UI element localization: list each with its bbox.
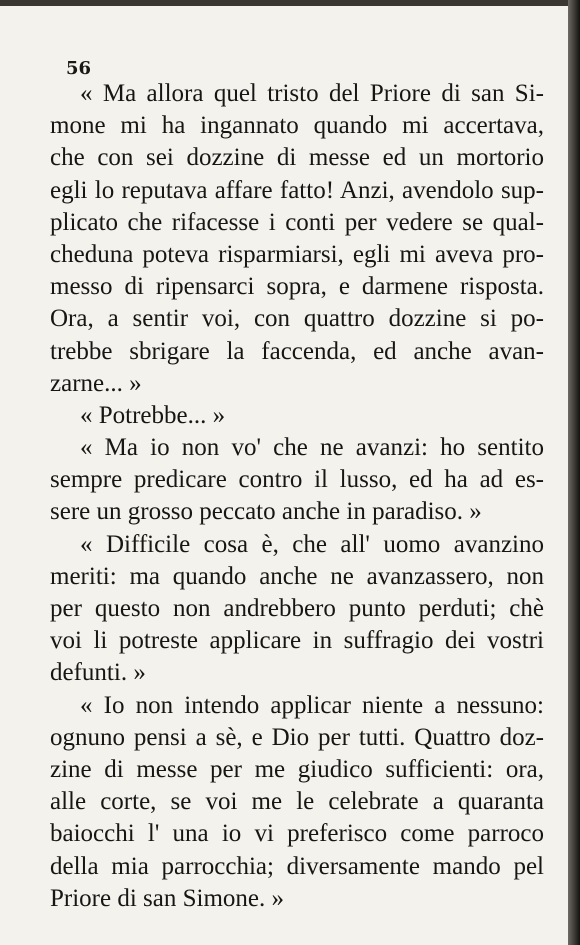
text-line: che con sei dozzine di messe ed un mortorio (50, 144, 544, 172)
text-line: voi li potreste applicare in suffragio dei vostri (50, 627, 544, 655)
text-line: cheduna poteva risparmiarsi, egli mi aveva pro- (50, 240, 544, 268)
text-line: della mia parrocchia; diversamente mando pel (50, 852, 544, 880)
text-line: « Ma allora quel tristo del Priore di san Si- (80, 80, 544, 107)
text-line: zine di messe per me giudico sufficienti: ora, (50, 755, 544, 783)
text-line: ognuno pensi a sè, e Dio per tutti. Quattro doz- (50, 723, 544, 751)
text-line: Priore di san Simone. » (50, 884, 285, 912)
text-line: meriti: ma quando anche ne avanzassero, non (50, 562, 544, 590)
text-line: plicato che rifacesse i conti per vedere se qual- (50, 208, 544, 236)
text-line: sempre predicare contro il lusso, ed ha ad es- (50, 466, 544, 494)
text-line: alle corte, se voi me le celebrate a quaranta (50, 788, 544, 816)
page-edge (568, 0, 580, 945)
text-line: per questo non andrebbero punto perduti; chè (50, 595, 544, 622)
text-line: « Io non intendo applicar niente a nessuno: (80, 691, 544, 719)
text-line: trebbe sbrigare la faccenda, ed anche avan- (50, 337, 544, 365)
text-line: messo di ripensarci sopra, e darmene risposta. (50, 273, 544, 301)
text-line: zarne... » (50, 369, 142, 397)
text-line: sere un grosso peccato anche in paradiso. » (50, 498, 482, 526)
text-line: « Ma io non vo' che ne avanzi: ho sentito (80, 434, 544, 462)
text-line: defunti. » (50, 659, 146, 687)
text-line: egli lo reputava affare fatto! Anzi, avendolo sup- (50, 176, 544, 204)
text-line: Ora, a sentir voi, con quattro dozzine si po- (50, 305, 544, 333)
text-line: « Potrebbe... » (80, 401, 226, 429)
page-number: 56 (66, 58, 92, 79)
text-line: baiocchi l' una io vi preferisco come parroco (50, 820, 544, 848)
text-line: mone mi ha ingannato quando mi accertava, (50, 112, 544, 140)
body-text (50, 78, 544, 915)
text-line: « Difficile cosa è, che all' uomo avanzino (80, 530, 544, 558)
